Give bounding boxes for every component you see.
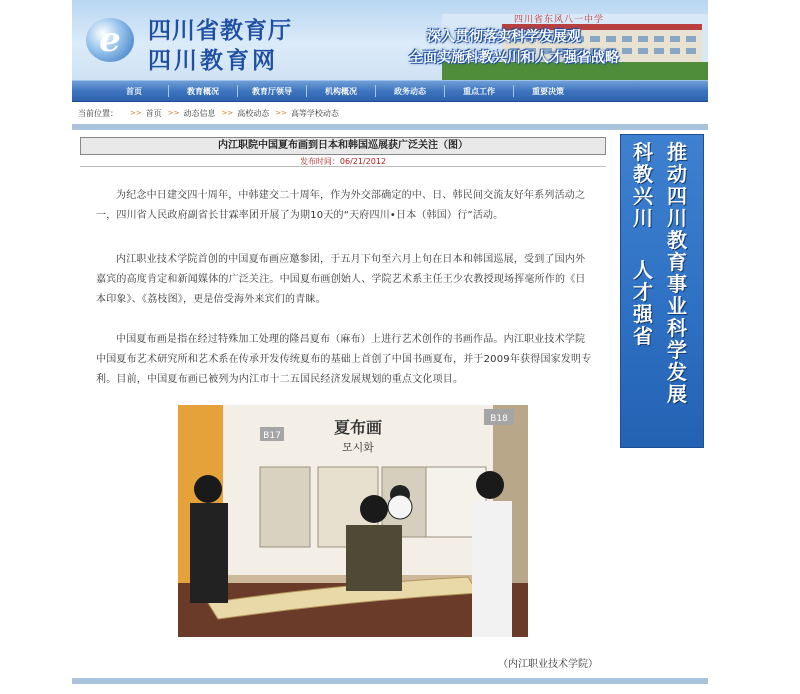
- banner-slogan-top: 科教兴川: [633, 140, 653, 230]
- article-paragraph: 为纪念中日建交四十周年，中韩建交二十周年，作为外交部确定的中、日、韩民间交流友好年系列活动之一，四川省人民政府副省长甘霖率团开展了为期10天的“天府四川•日本（韩国）行”活动。: [96, 190, 586, 221]
- breadcrumb-separator: >>: [221, 109, 234, 117]
- banner-slogan-bottom: 人才强省: [633, 258, 653, 348]
- nav-item-news[interactable]: 政务动态: [394, 86, 426, 96]
- org-name: 四川省教育厅: [148, 18, 292, 44]
- header-banner: [72, 0, 708, 80]
- publish-time: 发布时间：06/21/2012: [299, 157, 387, 166]
- nav-item-overview[interactable]: 教育概况: [187, 86, 219, 96]
- nav-item-decisions[interactable]: 重要决策: [532, 86, 564, 96]
- breadcrumb-separator: >>: [275, 109, 287, 117]
- footer-divider: [72, 678, 708, 684]
- breadcrumb-item-news[interactable]: 动态信息: [183, 108, 216, 118]
- breadcrumb-item-home[interactable]: 首页: [145, 108, 162, 118]
- booth-left-label: B17: [263, 431, 281, 441]
- nav-item-leaders[interactable]: 教育厅领导: [252, 86, 292, 96]
- exhibition-sign-subtitle: 모시화: [342, 441, 374, 454]
- divider: [80, 166, 606, 167]
- booth-right-label: B18: [490, 414, 508, 424]
- exhibition-photo-illustration: [178, 405, 528, 637]
- breadcrumb: [78, 106, 339, 120]
- exhibition-sign-title: 夏布画: [333, 418, 383, 437]
- breadcrumb-prefix: 当前位置：: [78, 108, 118, 118]
- article-title: 内江职院中国夏布画到日本和韩国巡展获广泛关注（图）: [80, 137, 606, 155]
- article-paragraph: 内江职业技术学院首创的中国夏布画应邀参团，于五月下旬至六月上旬在日本和韩国巡展，受到了国内外嘉宾的高度肯定和新闻媒体的广泛关注。中国夏布画创始人、学院艺术系主任王少农教授现场挥毫所作的《日本印象》、《荔枝图》，更是倍受海外来宾们的青睐。: [96, 254, 586, 305]
- school-name: 四川省东风八一中学: [514, 15, 605, 25]
- nav-item-institutions[interactable]: 机构概况: [325, 86, 357, 96]
- sidebar-slogan-banner[interactable]: [620, 134, 704, 448]
- breadcrumb-item-college-news[interactable]: 高校动态: [237, 108, 270, 118]
- article-photo: [178, 405, 528, 637]
- breadcrumb-item-university-news[interactable]: 高等学校动态: [290, 108, 339, 118]
- banner-slogan-secondary: [631, 141, 655, 347]
- banner-slogan-main: 推动四川教育事业科学发展: [667, 140, 687, 406]
- nav-item-key-work[interactable]: 重点工作: [463, 86, 495, 96]
- photo-caption: （内江职业技术学院）: [498, 659, 598, 670]
- article-paragraph: 中国夏布画是指在经过特殊加工处理的隆昌夏布（麻布）上进行艺术创作的书画作品。内江职业技术学院中国夏布艺术研究所和艺术系在传承开发传统夏布的基础上首创了中国书画夏布，并于2009年获得国家发明专利。目前，中国夏布画已被列为内江市十二五国民经济发展规划的重点文化项目。: [96, 334, 592, 385]
- main-nav: [72, 80, 708, 102]
- divider: [72, 124, 708, 130]
- breadcrumb-separator: >>: [167, 109, 180, 117]
- breadcrumb-separator: >>: [130, 109, 142, 117]
- logo-letter: e: [99, 20, 121, 60]
- slogan-line-1: 深入贯彻落实科学发展观: [427, 29, 581, 45]
- nav-item-home[interactable]: 首页: [126, 86, 142, 96]
- site-name: 四川教育网: [148, 48, 278, 74]
- slogan-line-2: 全面实施科教兴川和人才强省战略: [409, 50, 619, 66]
